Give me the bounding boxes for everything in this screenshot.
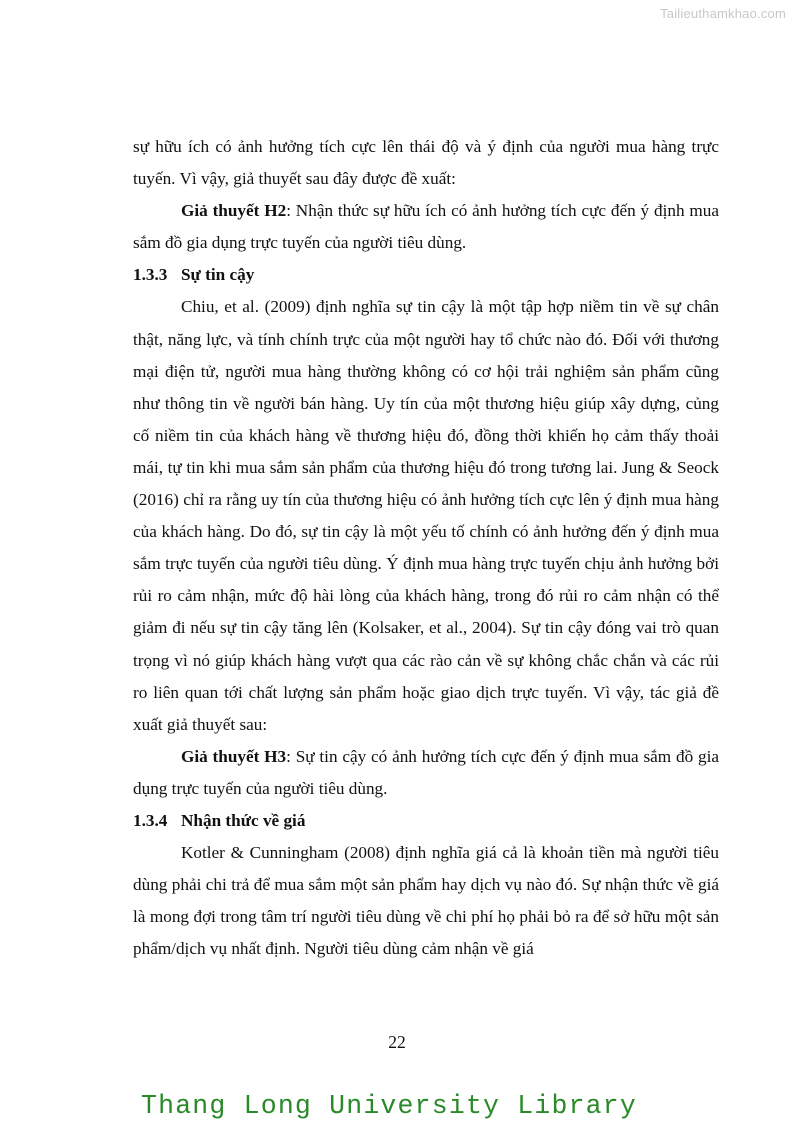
paragraph-intro: sự hữu ích có ảnh hưởng tích cực lên thái độ và ý định của người mua hàng trực tuyến. Vì vậy, giả thuyết sau đây được đề xuất: bbox=[133, 137, 719, 189]
section-heading-1-3-3 bbox=[133, 259, 719, 291]
section-title: Sự tin cậy bbox=[181, 265, 255, 285]
section-title: Nhận thức về giá bbox=[181, 810, 306, 830]
paragraph-price: Kotler & Cunningham (2008) định nghĩa giá cả là khoản tiền mà người tiêu dùng phải chi trả để mua sắm một sản phẩm hay dịch vụ nào đó. Sự nhận thức về giá là mong đợi trong tâm trí người tiêu dùng về chi phí họ phải bỏ ra để sở hữu một sản phẩm/dịch vụ nhất định. Người tiêu dùng cảm nhận về giá bbox=[133, 843, 719, 959]
hypothesis-h2-label: Giả thuyết H2 bbox=[181, 201, 287, 221]
section-number: 1.3.3 bbox=[133, 265, 168, 285]
hypothesis-h2 bbox=[133, 195, 719, 259]
hypothesis-h3 bbox=[133, 741, 719, 805]
library-footer: Thang Long University Library bbox=[141, 1091, 637, 1121]
document-body bbox=[133, 131, 719, 965]
paragraph-trust: Chiu, et al. (2009) định nghĩa sự tin cậy là một tập hợp niềm tin về sự chân thật, năng lực, và tính chính trực của một người hay tổ chức nào đó. Đối với thương mại điện tử, người mua hàng thường không có cơ hội trải nghiệm sản phẩm cũng như thông tin về người bán hàng. Uy tín của một thương hiệu giúp xây dựng, củng cố niềm tin của khách hàng về thương hiệu đó, đồng thời khiến họ cảm thấy thoải mái, tự tin khi mua sắm sản phẩm của thương hiệu đó trong tương lai. Jung & Seock (2016) chỉ ra rằng uy tín của thương hiệu có ảnh hưởng tích cực lên ý định mua hàng của khách hàng. Do đó, sự tin cậy là một yếu tố chính có ảnh hưởng đến ý định mua sắm trực tuyến của người tiêu dùng. Ý định mua hàng trực tuyến chịu ảnh hưởng bởi rủi ro cảm nhận, mức độ hài lòng của khách hàng, trong đó rủi ro cảm nhận có thể giảm đi nếu sự tin cậy tăng lên (Kolsaker, et al., 2004). Sự tin cậy đóng vai trò quan trọng vì nó giúp khách hàng vượt qua các rào cản về sự không chắc chắn và các rủi ro liên quan tới chất lượng sản phẩm hoặc giao dịch trực tuyến. Vì vậy, tác giả đề xuất giả thuyết sau: bbox=[133, 297, 719, 734]
hypothesis-h3-text: : Sự tin cậy có ảnh hưởng tích cực đến ý định mua sắm đồ gia dụng trực tuyến của người tiêu dùng. bbox=[133, 746, 719, 798]
page-number: 22 bbox=[388, 1032, 406, 1052]
hypothesis-h2-text: : Nhận thức sự hữu ích có ảnh hưởng tích cực đến ý định mua sắm đồ gia dụng trực tuyến của người tiêu dùng. bbox=[133, 201, 719, 253]
watermark-site: Tailieuthamkhao.com bbox=[660, 6, 786, 21]
section-heading-1-3-4 bbox=[133, 805, 719, 837]
hypothesis-h3-label: Giả thuyết H3 bbox=[181, 746, 287, 766]
section-number: 1.3.4 bbox=[133, 810, 168, 830]
